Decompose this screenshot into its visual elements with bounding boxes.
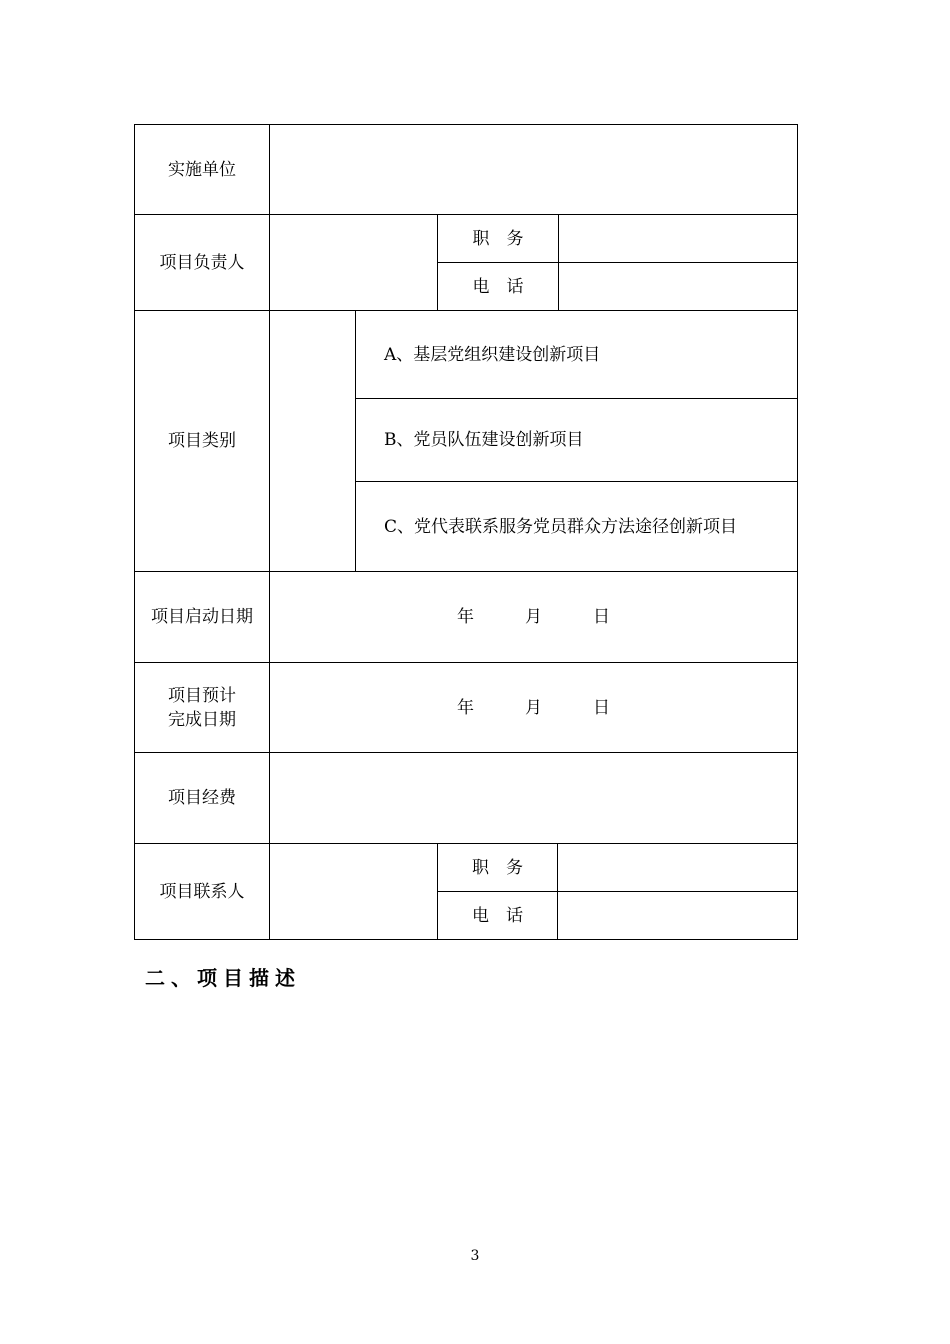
project-category-selection-input[interactable] (270, 311, 355, 571)
contact-person-name-input[interactable] (270, 844, 437, 939)
start-date-label: 项目启动日期 (151, 607, 253, 627)
expected-completion-label (135, 663, 269, 752)
page-number: 3 (470, 1248, 480, 1264)
contact-position-label: 职 务 (472, 857, 523, 878)
implementing-unit-label: 实施单位 (168, 159, 236, 180)
start-date-input[interactable] (270, 572, 797, 662)
expected-completion-label-line1: 项目预计 (168, 685, 236, 706)
leader-position-label: 职 务 (472, 228, 524, 249)
budget-label: 项目经费 (168, 788, 236, 808)
contact-phone-input[interactable] (558, 892, 797, 939)
contact-position-input[interactable] (558, 844, 797, 891)
start-date-month: 月 (525, 607, 542, 627)
category-option-b[interactable]: B、党员队伍建设创新项目 (384, 430, 584, 450)
completion-date-day: 日 (593, 697, 610, 718)
contact-person-label: 项目联系人 (159, 881, 245, 902)
project-leader-name-input[interactable] (270, 215, 437, 310)
leader-phone-label: 电 话 (472, 276, 524, 297)
project-category-label: 项目类别 (168, 431, 236, 451)
implementing-unit-input[interactable] (270, 125, 797, 214)
expected-completion-input[interactable] (270, 663, 797, 752)
completion-date-year: 年 (457, 697, 474, 718)
completion-date-month: 月 (525, 697, 542, 718)
start-date-day: 日 (593, 607, 610, 627)
start-date-year: 年 (457, 607, 474, 627)
contact-phone-label: 电 话 (472, 905, 523, 926)
section-heading: 二、项目描述 (145, 966, 301, 990)
project-leader-label: 项目负责人 (159, 252, 245, 273)
leader-position-input[interactable] (559, 215, 797, 262)
leader-phone-input[interactable] (559, 263, 797, 310)
category-option-c[interactable]: C、党代表联系服务党员群众方法途径创新项目 (384, 516, 738, 537)
budget-input[interactable] (270, 753, 797, 843)
expected-completion-label-line2: 完成日期 (168, 709, 236, 730)
category-option-a[interactable]: A、基层党组织建设创新项目 (384, 344, 601, 365)
